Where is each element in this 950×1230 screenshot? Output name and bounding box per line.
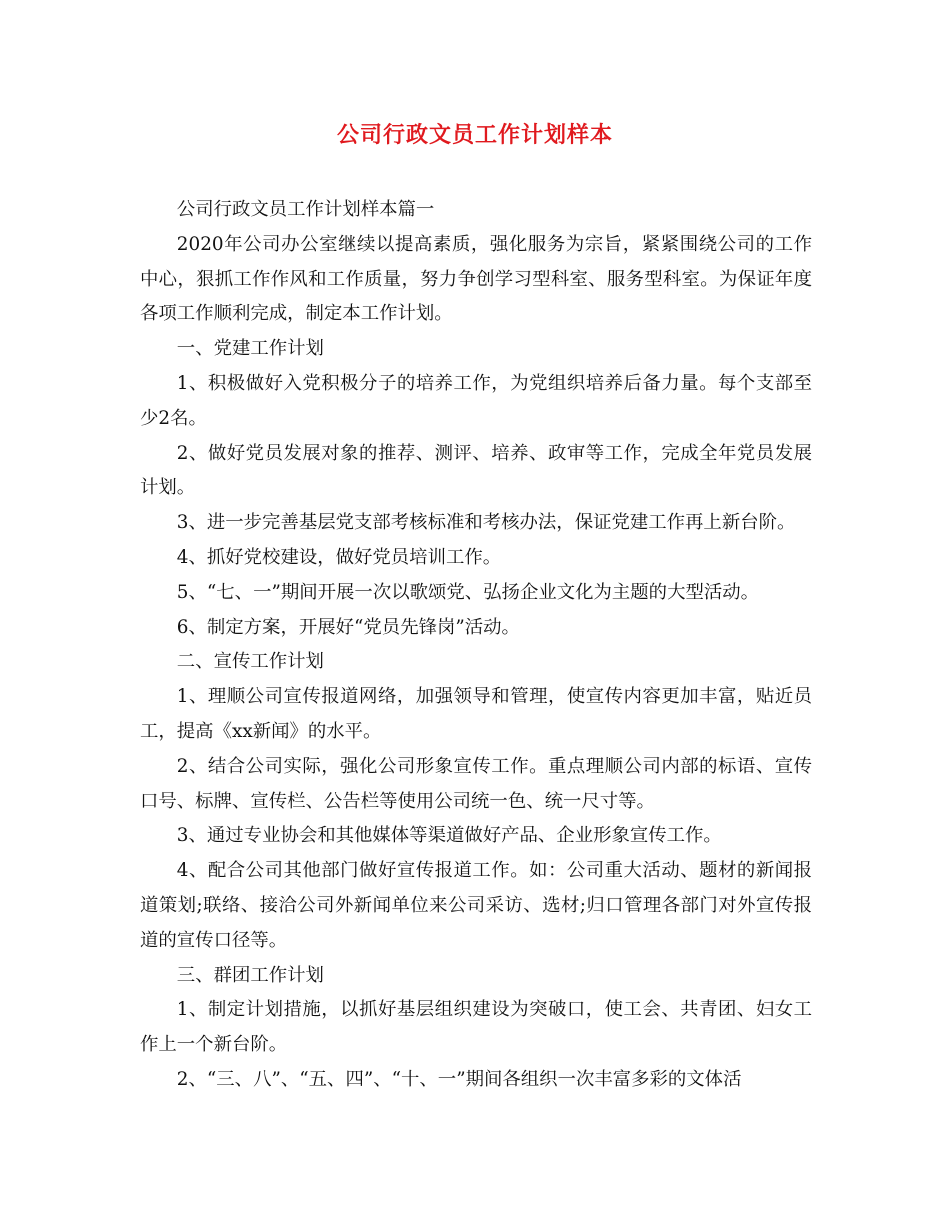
document-body bbox=[140, 193, 812, 1098]
party-item-3: 3、进一步完善基层党支部考核标准和考核办法，保证党建工作再上新台阶。 bbox=[176, 512, 796, 534]
mass-orgs-item-1: 1、制定计划措施，以抓好基层组织建设为突破口，使工会、共青团、妇女工作上一个新台阶。 bbox=[140, 999, 812, 1056]
subtitle-paragraph: 公司行政文员工作计划样本篇一 bbox=[176, 199, 435, 220]
section-heading-party: 一、党建工作计划 bbox=[176, 338, 324, 360]
party-item-5: 5、“七、一”期间开展一次以歌颂党、弘扬企业文化为主题的大型活动。 bbox=[176, 581, 760, 603]
party-item-6: 6、制定方案，开展好“党员先锋岗”活动。 bbox=[176, 616, 520, 638]
party-item-1: 1、积极做好入党积极分子的培养工作，为党组织培养后备力量。每个支部至少2名。 bbox=[140, 372, 812, 429]
party-item-2: 2、做好党员发展对象的推荐、测评、培养、政审等工作，完成全年党员发展计划。 bbox=[140, 442, 812, 499]
publicity-item-3: 3、通过专业协会和其他媒体等渠道做好产品、企业形象宣传工作。 bbox=[176, 825, 722, 847]
section-heading-publicity: 二、宣传工作计划 bbox=[176, 651, 324, 673]
intro-paragraph: 2020年公司办公室继续以提高素质，强化服务为宗旨，紧紧围绕公司的工作中心，狠抓工作作风和工作质量，努力争创学习型科室、服务型科室。为保证年度各项工作顺利完成，制定本工作计划。 bbox=[140, 233, 812, 325]
publicity-item-1: 1、理顺公司宣传报道网络，加强领导和管理，使宣传内容更加丰富，贴近员工，提高《xx新闻》的水平。 bbox=[140, 686, 812, 742]
mass-orgs-item-2: 2、“三、八”、“五、四”、“十、一”期间各组织一次丰富多彩的文体活 bbox=[176, 1068, 742, 1090]
publicity-item-4: 4、配合公司其他部门做好宣传报道工作。如：公司重大活动、题材的新闻报道策划;联络、接洽公司外新闻单位来公司采访、选材;归口管理各部门对外宣传报道的宣传口径等。 bbox=[140, 860, 812, 951]
document-title: 公司行政文员工作计划样本 bbox=[336, 122, 613, 148]
party-item-4: 4、抓好党校建设，做好党员培训工作。 bbox=[176, 546, 502, 568]
section-heading-mass-orgs: 三、群团工作计划 bbox=[176, 964, 324, 986]
publicity-item-2: 2、结合公司实际，强化公司形象宣传工作。重点理顺公司内部的标语、宣传口号、标牌、宣传栏、公告栏等使用公司统一色、统一尺寸等。 bbox=[140, 755, 812, 812]
